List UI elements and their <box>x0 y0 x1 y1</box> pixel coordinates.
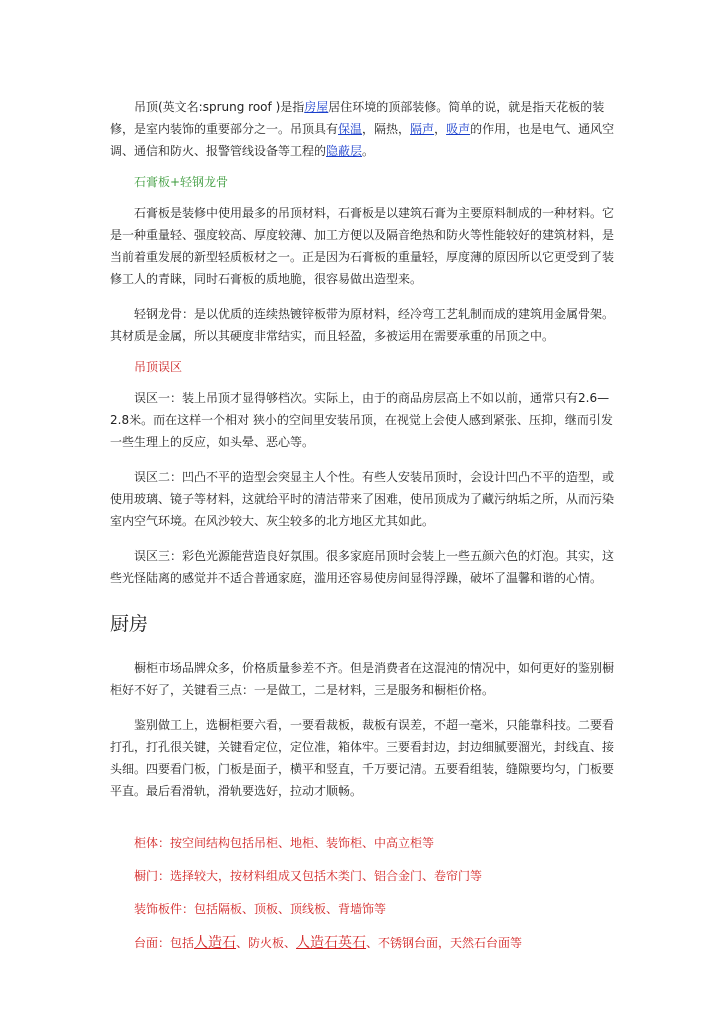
house-link[interactable]: 房屋 <box>304 100 329 114</box>
artificial-stone-link[interactable]: 人造石 <box>194 935 237 951</box>
insulation-link[interactable]: 保温 <box>338 122 363 136</box>
mistake-1: 误区一：装上吊顶才显得够档次。实际上，由于的商品房层高上不如以前，通常只有2.6—2.8米。而在这样一个相对 狭小的空间里安装吊顶，在视觉上会使人感到紧张、压抑，继而引发一些生理上的反应，如头晕、恶心等。 <box>110 391 613 449</box>
intro-paragraph: 吊顶(英文名:sprung roof )是指房屋居住环境的顶部装修。简单的说，就是指天花板的装修，是室内装饰的重要部分之一。吊顶具有保温，隔热，隔声，吸声的作用，也是电气、通风空调、通信和防火、报警管线设备等工程的隐蔽层。 <box>110 100 615 158</box>
kitchen-heading: 厨房 <box>110 613 149 635</box>
soundproof-link[interactable]: 隔声 <box>410 122 435 136</box>
kitchen-paragraph-1: 橱柜市场品牌众多，价格质量参差不齐。但是消费者在这混沌的情况中，如何更好的鉴别橱柜好不好了，关键看三点：一是做工，二是材料，三是服务和橱柜价格。 <box>110 661 615 697</box>
sound-absorb-link[interactable]: 吸声 <box>446 122 471 136</box>
cabinet-item: 柜体：按空间结构包括吊柜、地柜、装饰柜、中高立柜等 <box>134 836 435 850</box>
hidden-layer-link[interactable]: 隐蔽层 <box>326 144 363 158</box>
mistake-2: 误区二：凹凸不平的造型会突显主人个性。有些人安装吊顶时，会设计凹凸不平的造型，或使用玻璃、镜子等材料，这就给平时的清洁带来了困难，使吊顶成为了藏污纳垢之所，从而污染室内空气环境。在风沙较大、灰尘较多的北方地区尤其如此。 <box>110 470 615 528</box>
mistake-3: 误区三：彩色光源能营造良好氛围。很多家庭吊顶时会装上一些五颜六色的灯泡。其实，这些光怪陆离的感觉并不适合普通家庭，滥用还容易使房间显得浮躁，破坏了温馨和谐的心情。 <box>110 549 615 585</box>
countertop-item: 台面：包括人造石、防火板、人造石英石、不锈钢台面，天然石台面等 <box>134 935 523 951</box>
gypsum-paragraph: 石膏板是装修中使用最多的吊顶材料，石膏板是以建筑石膏为主要原料制成的一种材料。它是一种重量轻、强度较高、厚度较薄、加工方便以及隔音绝热和防火等性能较好的建筑材料，是当前着重发展的新型轻质板材之一。正是因为石膏板的重量轻，厚度薄的原因所以它更受到了装修工人的青睐，同时石膏板的质地脆，很容易做出造型来。 <box>110 206 615 286</box>
door-item: 橱门：选择较大，按材料组成又包括木类门、铝合金门、卷帘门等 <box>134 869 483 883</box>
panels-item: 装饰板件：包括隔板、顶板、顶线板、背墙饰等 <box>134 902 387 916</box>
kitchen-paragraph-2: 鉴别做工上，选橱柜要六看，一要看裁板，裁板有误差，不超一毫米，只能靠科技。二要看打孔，打孔很关键，关键看定位，定位准，箱体牢。三要看封边，封边细腻要溜光，封线直、接头细。四要看门板，门板是面子，横平和竖直，千万要记清。五要看组装，缝隙要均匀，门板要平直。最后看滑轨，滑轨要选好，拉动才顺畅。 <box>110 718 615 798</box>
gypsum-heading: 石膏板+轻钢龙骨 <box>134 175 229 189</box>
document-page <box>110 96 620 953</box>
keel-paragraph: 轻钢龙骨：是以优质的连续热镀锌板带为原材料，经冷弯工艺轧制而成的建筑用金属骨架。其材质是金属，所以其硬度非常结实，而且轻盈，多被运用在需要承重的吊顶之中。 <box>110 307 615 343</box>
quartz-stone-link[interactable]: 人造石英石 <box>296 935 367 951</box>
mistakes-heading: 吊顶误区 <box>134 360 183 374</box>
